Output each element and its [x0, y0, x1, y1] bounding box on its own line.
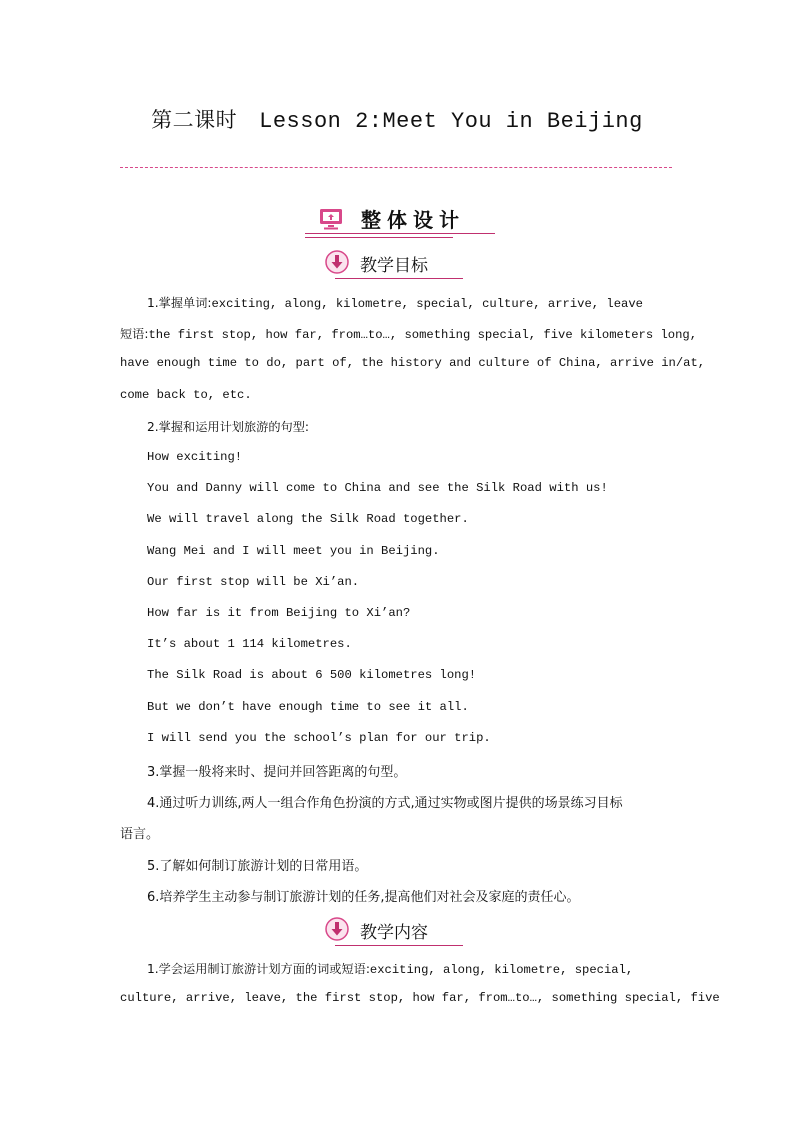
objective-2: 2.掌握和运用计划旅游的句型:	[147, 420, 309, 434]
sentence-line: How far is it from Beijing to Xi’an?	[147, 606, 411, 620]
sentence-line: We will travel along the Silk Road together.	[147, 512, 469, 526]
sentence-line: Wang Mei and I will meet you in Beijing.	[147, 544, 440, 558]
objective-1-phrases-end: come back to, etc.	[120, 388, 252, 402]
objectives-underline	[335, 278, 463, 279]
objective-3: 3.掌握一般将来时、提问并回答距离的句型。	[147, 765, 407, 780]
content-1: 1.学会运用制订旅游计划方面的词或短语:exciting, along, kilometre, special,	[147, 962, 634, 977]
content-title: 教学内容	[360, 923, 428, 943]
content-heading	[325, 917, 465, 947]
objective-5: 5.了解如何制订旅游计划的日常用语。	[147, 859, 368, 874]
sentence-line: But we don’t have enough time to see it all.	[147, 700, 469, 714]
objective-1-words: 1.掌握单词:exciting, along, kilometre, special, culture, arrive, leave	[147, 296, 643, 311]
content-underline	[335, 945, 463, 946]
page-title	[0, 104, 794, 134]
dashed-divider	[120, 167, 672, 168]
objective-4: 4.通过听力训练,两人一组合作角色扮演的方式,通过实物或图片提供的场景练习目标	[147, 796, 623, 811]
sentence-line: Our first stop will be Xi’an.	[147, 575, 360, 589]
section-underline-thin	[305, 237, 453, 238]
lesson-period: 第二课时	[151, 108, 238, 132]
down-arrow-circle-icon	[325, 250, 349, 274]
sentence-line: It’s about 1 114 kilometres.	[147, 637, 352, 651]
sentence-line: You and Danny will come to China and see the Silk Road with us!	[147, 481, 608, 495]
monitor-icon	[319, 208, 343, 230]
lesson-title: Lesson 2:Meet You in Beijing	[259, 109, 643, 134]
sentence-line: How exciting!	[147, 450, 243, 464]
objective-1-phrases: 短语:the first stop, how far, from…to…, something special, five kilometers long,	[120, 327, 698, 342]
objective-1-phrases-cont: have enough time to do, part of, the history and culture of China, arrive in/at,	[120, 356, 706, 370]
objective-4-cont: 语言。	[120, 827, 160, 842]
section-underline	[305, 233, 495, 234]
down-arrow-circle-icon	[325, 917, 349, 941]
content-1-cont: culture, arrive, leave, the first stop, how far, from…to…, something special, five	[120, 991, 720, 1005]
objectives-heading	[325, 250, 465, 280]
sentence-line: The Silk Road is about 6 500 kilometres long!	[147, 668, 477, 682]
sentence-line: I will send you the school’s plan for our trip.	[147, 731, 491, 745]
section-title: 整体设计	[361, 208, 465, 232]
section-heading	[305, 204, 495, 238]
objective-6: 6.培养学生主动参与制订旅游计划的任务,提高他们对社会及家庭的责任心。	[147, 890, 580, 905]
objectives-title: 教学目标	[360, 256, 428, 276]
